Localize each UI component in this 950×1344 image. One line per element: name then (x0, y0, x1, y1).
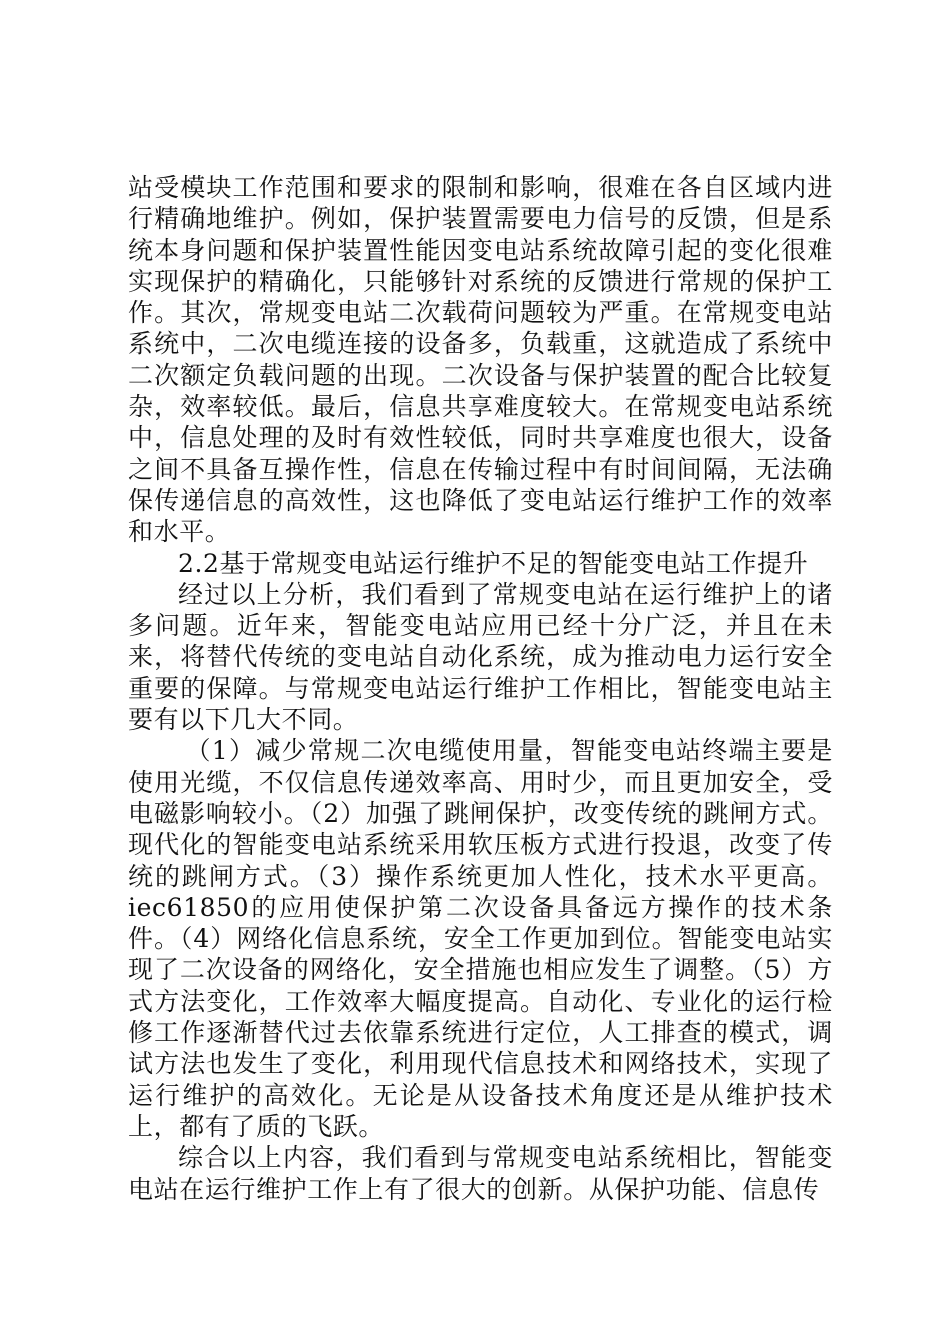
paragraph-continued: 站受模块工作范围和要求的限制和影响，很难在各自区域内进行精确地维护。例如，保护装置需要电力信号的反馈，但是系统本身问题和保护装置性能因变电站系统故障引起的变化很难实现保护的精确化，只能够针对系统的反馈进行常规的保护工作。其次，常规变电站二次载荷问题较为严重。在常规变电站系统中，二次电缆连接的设备多，负载重，这就造成了系统中二次额定负载问题的出现。二次设备与保护装置的配合比较复杂，效率较低。最后，信息共享难度较大。在常规变电站系统中，信息处理的及时有效性较低，同时共享难度也很大，设备之间不具备互操作性，信息在传输过程中有时间间隔，无法确保传递信息的高效性，这也降低了变电站运行维护工作的效率和水平。 (128, 173, 833, 547)
document-body (128, 172, 833, 1205)
section-heading: 2.2基于常规变电站运行维护不足的智能变电站工作提升 (178, 548, 809, 578)
paragraph-list: （1）减少常规二次电缆使用量，智能变电站终端主要是使用光缆，不仅信息传递效率高、用时少，而且更加安全，受电磁影响较小。（2）加强了跳闸保护，改变传统的跳闸方式。现代化的智能变电站系统采用软压板方式进行投退，改变了传统的跳闸方式。（3）操作系统更加人性化，技术水平更高。iec61850的应用使保护第二次设备具备远方操作的技术条件。（4）网络化信息系统，安全工作更加到位。智能变电站实现了二次设备的网络化，安全措施也相应发生了调整。（5）方式方法变化，工作效率大幅度提高。自动化、专业化的运行检修工作逐渐替代过去依靠系统进行定位，人工排查的模式，调试方法也发生了变化，利用现代信息技术和网络技术，实现了运行维护的高效化。无论是从设备技术角度还是从维护技术上，都有了质的飞跃。 (128, 736, 833, 1141)
paragraph-analysis: 经过以上分析，我们看到了常规变电站在运行维护上的诸多问题。近年来，智能变电站应用已经十分广泛，并且在未来，将替代传统的变电站自动化系统，成为推动电力运行安全重要的保障。与常规变电站运行维护工作相比，智能变电站主要有以下几大不同。 (128, 579, 833, 735)
paragraph-summary: 综合以上内容，我们看到与常规变电站系统相比，智能变电站在运行维护工作上有了很大的创新。从保护功能、信息传 (128, 1143, 833, 1204)
